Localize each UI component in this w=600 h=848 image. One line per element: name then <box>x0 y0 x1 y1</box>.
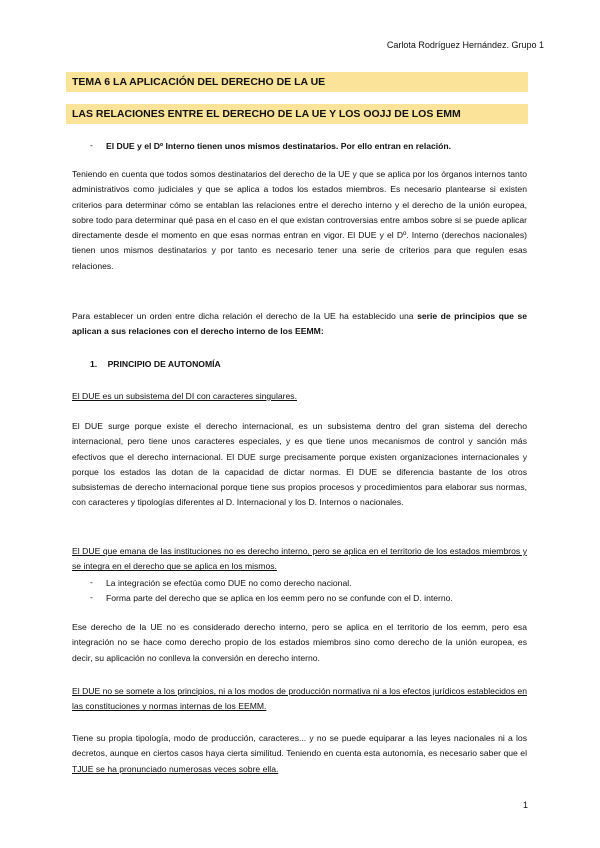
paragraph-3: El DUE surge porque existe el derecho internacional, es un subsistema dentro del gran sistema del derecho internacional, pero tiene unos caracteres especiales, y es que tiene unos mecanismos de control y sanción más efectivos que el derecho internacional. El DUE surge precisamente porque existen organizaciones internacionales y porque los estados las dotan de la capacidad de dictar normas. El DUE se diferencia bastante de los otros subsistemas de derecho internacional porque tiene sus propios procesos y procedimientos para elaborar sus normas, con caracteres y tipologías diferentes al D. Internacional y los D. Internos o nacionales. <box>72 421 527 508</box>
underlined-statement-3: El DUE no se somete a los principios, ni a los modos de producción normativa ni a los efectos jurídicos establecidos en las constituciones y normas internas de los EEMM. <box>72 686 527 712</box>
page-header-author: Carlota Rodríguez Hernández. Grupo 1 <box>386 40 544 50</box>
document-title: TEMA 6 LA APLICACIÓN DEL DERECHO DE LA UE <box>72 76 326 88</box>
intro-bullet-text: El DUE y el Dº Interno tienen unos mismos destinatarios. Por ello entran en relación. <box>106 141 452 151</box>
section-1-title: PRINCIPIO DE AUTONOMÍA <box>107 359 221 369</box>
paragraph-1: Teniendo en cuenta que todos somos destinatarios del derecho de la UE y que se aplica por los órganos internos tanto administrativos como judiciales y que se aplica a todos los estados miembros. Es necesario plantearse si existen criterios para determinar cómo se entablan las relaciones entre el derecho interno y el derecho de la unión europea, sobre todo para determinar qué pasa en el caso en el que existan controversias entre ambos sobre si se puede aplicar directamente desde el momento en que esas normas entran en vigor. El DUE y el Dº. Interno (derechos nacionales) tienen unos mismos destinatarios y por tanto es necesario tener una serie de criterios para que regulen esas relaciones. <box>72 169 527 271</box>
paragraph-5-underlined: TJUE se ha pronunciado numerosas veces sobre ella. <box>72 763 279 774</box>
section-1-heading <box>90 359 221 369</box>
section-subtitle: LAS RELACIONES ENTRE EL DERECHO DE LA UE Y LOS OOJJ DE LOS EMM <box>72 108 461 120</box>
bullet-marker: - <box>90 592 93 602</box>
underlined-statement-2: El DUE que emana de las instituciones no es derecho interno, pero se aplica en el territorio de los estados miembros y se integra en el derecho que se aplica en los mismos. <box>72 546 527 572</box>
paragraph-2-bold: serie de principios que se aplican a sus relaciones con el derecho interno de los EEMM: <box>72 311 527 337</box>
bullet-item-1: La integración se efectúa como DUE no como derecho nacional. <box>106 578 352 588</box>
bullet-marker: - <box>90 577 93 587</box>
paragraph-2 <box>72 309 527 340</box>
paragraph-5-plain: Tiene su propia tipología, modo de producción, caracteres... y no se puede equiparar a las leyes nacionales ni a los decretos, aunque en ciertos casos haya cierta similitud. Teniendo en cuenta esta autonomía, es necesario saber que el <box>72 733 527 759</box>
paragraph-2-plain: Para establecer un orden entre dicha relación el derecho de la UE ha establecido una <box>72 311 418 321</box>
underlined-statement-1: El DUE es un subsistema del DI con caracteres singulares. <box>72 391 297 401</box>
title-highlight <box>66 72 528 92</box>
paragraph-5 <box>72 731 527 777</box>
page-number: 1 <box>522 800 528 810</box>
section-1-number: 1. <box>90 359 98 369</box>
paragraph-4: Ese derecho de la UE no es considerado derecho interno, pero se aplica en el territorio de los eemm, pero esa integración no se hace como derecho propio de los estados miembros sino como derecho de la unión europea, es decir, su aplicación no conlleva la conversión en derecho interno. <box>72 622 527 663</box>
subtitle-highlight <box>66 104 528 124</box>
bullet-marker: - <box>90 140 93 150</box>
bullet-item-2: Forma parte del derecho que se aplica en los eemm pero no se confunde con el D. interno. <box>106 593 453 603</box>
